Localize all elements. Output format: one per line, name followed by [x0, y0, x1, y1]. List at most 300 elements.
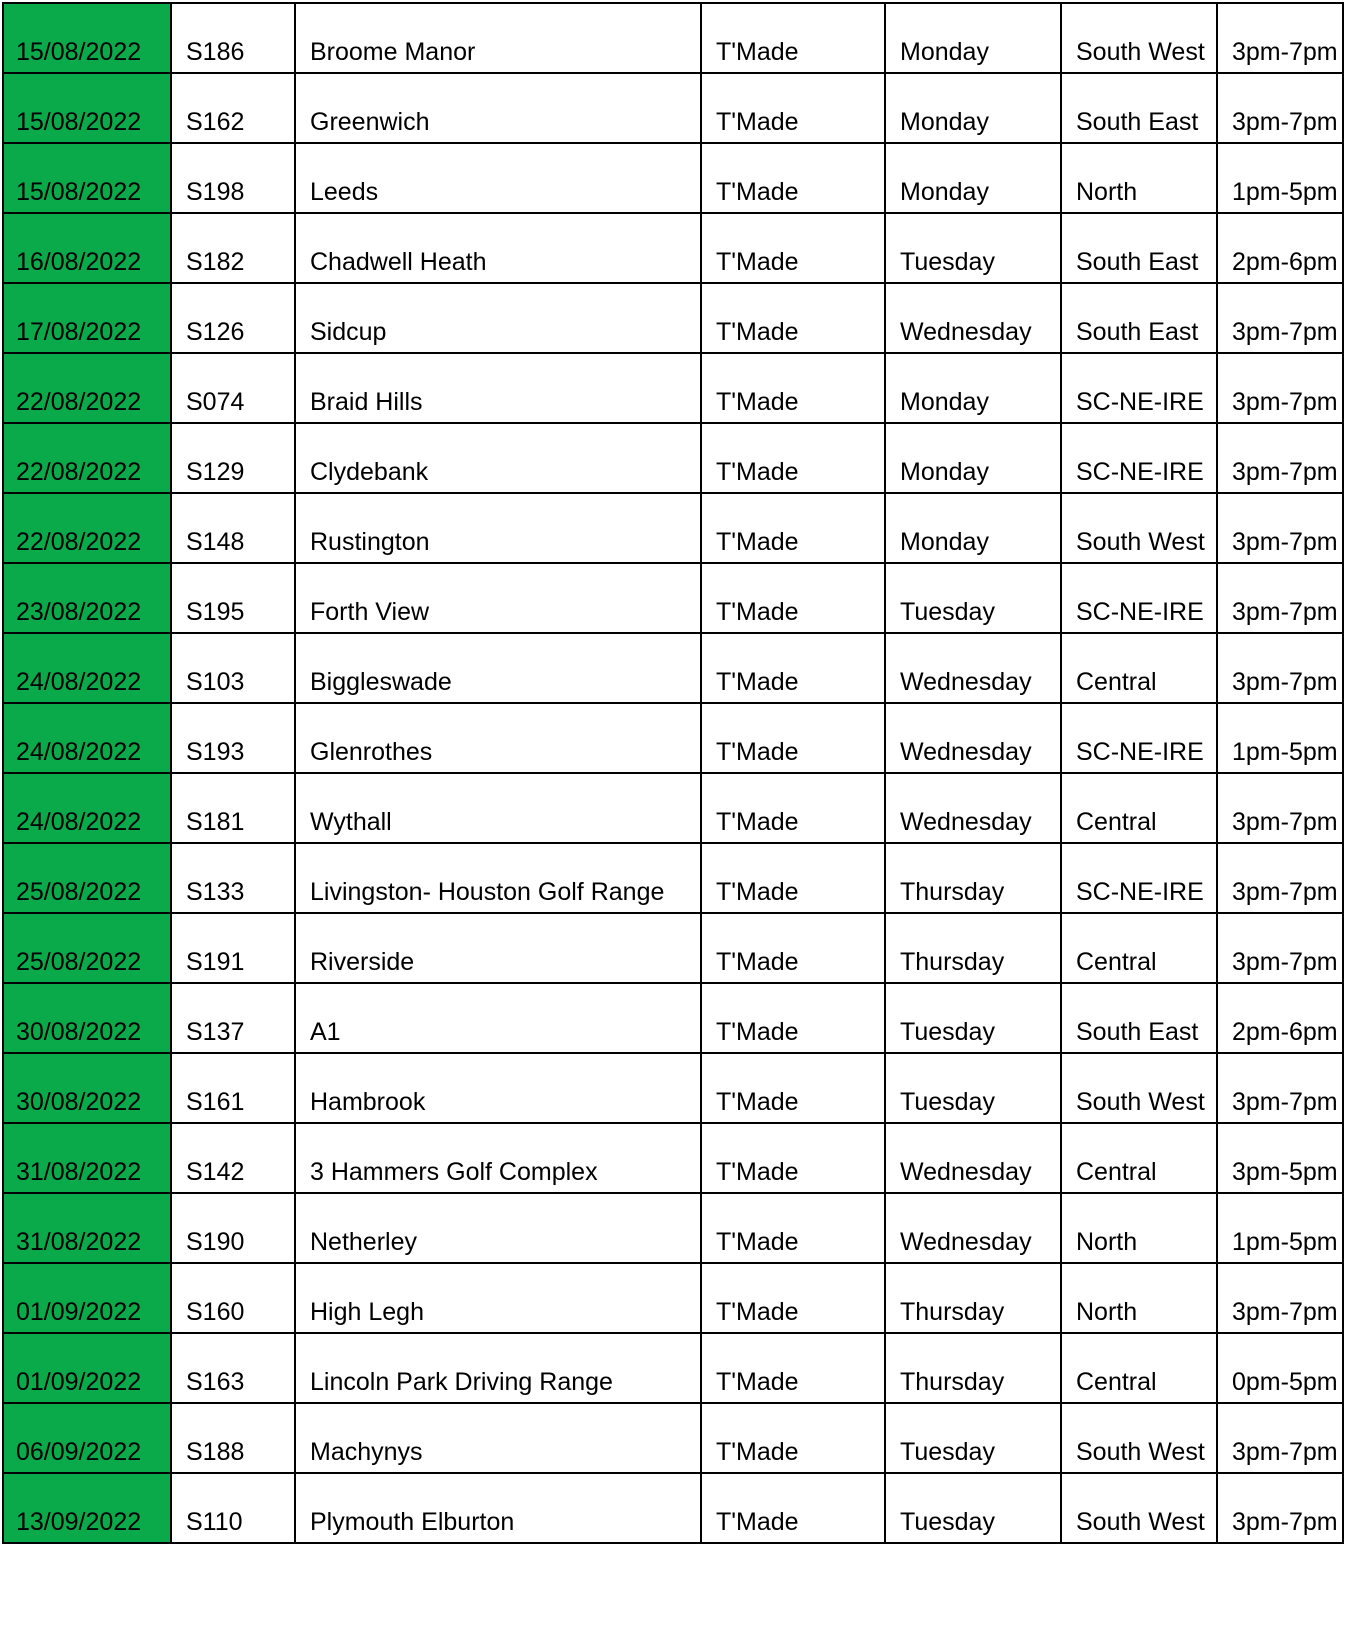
site-code-cell-text: S182 [186, 248, 245, 276]
weekday-cell-text: Thursday [900, 1298, 1005, 1326]
brand-cell[interactable] [701, 1333, 885, 1403]
site-code-cell[interactable] [171, 353, 295, 423]
brand-cell[interactable] [701, 633, 885, 703]
weekday-cell[interactable] [885, 213, 1061, 283]
site-code-cell-text: S191 [186, 948, 245, 976]
brand-cell[interactable] [701, 1123, 885, 1193]
venue-cell[interactable] [295, 1193, 701, 1263]
venue-cell[interactable] [295, 353, 701, 423]
brand-cell-text: T'Made [716, 1368, 799, 1396]
brand-cell-text: T'Made [716, 668, 799, 696]
weekday-cell[interactable] [885, 843, 1061, 913]
weekday-cell-text: Wednesday [900, 1228, 1032, 1256]
table-row [3, 423, 1343, 493]
weekday-cell[interactable] [885, 1053, 1061, 1123]
site-code-cell[interactable] [171, 1333, 295, 1403]
venue-cell-text: Clydebank [310, 458, 429, 486]
date-cell[interactable] [3, 703, 171, 773]
region-cell-text: North [1076, 178, 1138, 206]
region-cell-text: Central [1076, 668, 1157, 696]
region-cell[interactable] [1061, 1053, 1217, 1123]
schedule-body [3, 3, 1343, 1543]
weekday-cell[interactable] [885, 423, 1061, 493]
weekday-cell[interactable] [885, 353, 1061, 423]
brand-cell-text: T'Made [716, 248, 799, 276]
weekday-cell-text: Tuesday [900, 598, 995, 626]
weekday-cell-text: Wednesday [900, 738, 1032, 766]
time-slot-cell[interactable] [1217, 563, 1343, 633]
site-code-cell[interactable] [171, 563, 295, 633]
site-code-cell-text: S161 [186, 1088, 245, 1116]
date-cell-text: 24/08/2022 [16, 808, 142, 836]
table-row [3, 633, 1343, 703]
brand-cell-text: T'Made [716, 528, 799, 556]
brand-cell[interactable] [701, 213, 885, 283]
date-cell[interactable] [3, 213, 171, 283]
date-cell-text: 24/08/2022 [16, 738, 142, 766]
brand-cell[interactable] [701, 423, 885, 493]
date-cell-text: 30/08/2022 [16, 1018, 142, 1046]
site-code-cell[interactable] [171, 1123, 295, 1193]
brand-cell[interactable] [701, 1403, 885, 1473]
brand-cell[interactable] [701, 983, 885, 1053]
date-cell[interactable] [3, 353, 171, 423]
date-cell[interactable] [3, 983, 171, 1053]
brand-cell-text: T'Made [716, 878, 799, 906]
venue-cell[interactable] [295, 283, 701, 353]
date-cell-text: 13/09/2022 [16, 1508, 142, 1536]
table-row [3, 1403, 1343, 1473]
venue-cell[interactable] [295, 633, 701, 703]
region-cell-text: South West [1076, 1508, 1205, 1536]
venue-cell-text: Biggleswade [310, 668, 452, 696]
table-row [3, 843, 1343, 913]
date-cell[interactable] [3, 913, 171, 983]
brand-cell-text: T'Made [716, 388, 799, 416]
weekday-cell-text: Monday [900, 458, 989, 486]
site-code-cell[interactable] [171, 213, 295, 283]
time-slot-cell-text: 3pm-7pm [1232, 598, 1338, 626]
date-cell[interactable] [3, 143, 171, 213]
venue-cell[interactable] [295, 3, 701, 73]
weekday-cell[interactable] [885, 1473, 1061, 1543]
time-slot-cell[interactable] [1217, 1333, 1343, 1403]
table-row [3, 1193, 1343, 1263]
date-cell[interactable] [3, 1333, 171, 1403]
site-code-cell[interactable] [171, 3, 295, 73]
time-slot-cell[interactable] [1217, 73, 1343, 143]
region-cell[interactable] [1061, 983, 1217, 1053]
time-slot-cell[interactable] [1217, 913, 1343, 983]
site-code-cell[interactable] [171, 283, 295, 353]
time-slot-cell[interactable] [1217, 1473, 1343, 1543]
region-cell-text: SC-NE-IRE [1076, 388, 1204, 416]
table-row [3, 73, 1343, 143]
date-cell-text: 06/09/2022 [16, 1438, 142, 1466]
region-cell-text: South West [1076, 528, 1205, 556]
time-slot-cell[interactable] [1217, 1263, 1343, 1333]
brand-cell[interactable] [701, 1193, 885, 1263]
brand-cell-text: T'Made [716, 1438, 799, 1466]
region-cell[interactable] [1061, 773, 1217, 843]
time-slot-cell-text: 1pm-5pm [1232, 178, 1338, 206]
date-cell[interactable] [3, 1263, 171, 1333]
site-code-cell-text: S186 [186, 38, 245, 66]
date-cell-text: 24/08/2022 [16, 668, 142, 696]
venue-cell[interactable] [295, 1403, 701, 1473]
time-slot-cell[interactable] [1217, 983, 1343, 1053]
venue-cell[interactable] [295, 913, 701, 983]
site-code-cell-text: S162 [186, 108, 245, 136]
brand-cell[interactable] [701, 703, 885, 773]
brand-cell[interactable] [701, 913, 885, 983]
date-cell[interactable] [3, 283, 171, 353]
brand-cell[interactable] [701, 3, 885, 73]
site-code-cell-text: S195 [186, 598, 245, 626]
time-slot-cell-text: 1pm-5pm [1232, 1228, 1338, 1256]
region-cell[interactable] [1061, 1263, 1217, 1333]
region-cell[interactable] [1061, 143, 1217, 213]
time-slot-cell-text: 3pm-7pm [1232, 1508, 1338, 1536]
region-cell-text: SC-NE-IRE [1076, 878, 1204, 906]
region-cell[interactable] [1061, 1123, 1217, 1193]
weekday-cell[interactable] [885, 1123, 1061, 1193]
site-code-cell[interactable] [171, 983, 295, 1053]
time-slot-cell[interactable] [1217, 703, 1343, 773]
weekday-cell[interactable] [885, 773, 1061, 843]
region-cell[interactable] [1061, 73, 1217, 143]
weekday-cell[interactable] [885, 913, 1061, 983]
time-slot-cell[interactable] [1217, 1403, 1343, 1473]
time-slot-cell-text: 3pm-7pm [1232, 1298, 1338, 1326]
region-cell-text: SC-NE-IRE [1076, 458, 1204, 486]
brand-cell[interactable] [701, 353, 885, 423]
time-slot-cell[interactable] [1217, 283, 1343, 353]
brand-cell-text: T'Made [716, 1158, 799, 1186]
date-cell-text: 01/09/2022 [16, 1298, 142, 1326]
brand-cell[interactable] [701, 773, 885, 843]
site-code-cell[interactable] [171, 1473, 295, 1543]
region-cell[interactable] [1061, 1333, 1217, 1403]
time-slot-cell[interactable] [1217, 423, 1343, 493]
region-cell-text: SC-NE-IRE [1076, 598, 1204, 626]
date-cell-text: 30/08/2022 [16, 1088, 142, 1116]
date-cell[interactable] [3, 423, 171, 493]
weekday-cell-text: Thursday [900, 948, 1005, 976]
brand-cell-text: T'Made [716, 738, 799, 766]
time-slot-cell[interactable] [1217, 3, 1343, 73]
table-row [3, 913, 1343, 983]
weekday-cell[interactable] [885, 703, 1061, 773]
weekday-cell[interactable] [885, 563, 1061, 633]
site-code-cell-text: S181 [186, 808, 245, 836]
region-cell[interactable] [1061, 843, 1217, 913]
brand-cell-text: T'Made [716, 178, 799, 206]
region-cell[interactable] [1061, 1473, 1217, 1543]
weekday-cell-text: Monday [900, 38, 989, 66]
venue-cell-text: A1 [310, 1018, 341, 1046]
weekday-cell[interactable] [885, 983, 1061, 1053]
site-code-cell[interactable] [171, 1263, 295, 1333]
date-cell[interactable] [3, 1473, 171, 1543]
brand-cell-text: T'Made [716, 108, 799, 136]
time-slot-cell-text: 3pm-7pm [1232, 458, 1338, 486]
site-code-cell-text: S110 [186, 1508, 243, 1536]
region-cell[interactable] [1061, 283, 1217, 353]
time-slot-cell-text: 3pm-7pm [1232, 668, 1338, 696]
venue-cell[interactable] [295, 563, 701, 633]
time-slot-cell-text: 3pm-7pm [1232, 1088, 1338, 1116]
venue-cell-text: Sidcup [310, 318, 387, 346]
date-cell[interactable] [3, 1123, 171, 1193]
date-cell-text: 17/08/2022 [16, 318, 142, 346]
brand-cell-text: T'Made [716, 808, 799, 836]
brand-cell[interactable] [701, 1053, 885, 1123]
weekday-cell[interactable] [885, 143, 1061, 213]
date-cell-text: 23/08/2022 [16, 598, 142, 626]
venue-cell[interactable] [295, 1123, 701, 1193]
region-cell[interactable] [1061, 703, 1217, 773]
site-code-cell[interactable] [171, 1403, 295, 1473]
weekday-cell-text: Wednesday [900, 1158, 1032, 1186]
venue-cell[interactable] [295, 213, 701, 283]
date-cell[interactable] [3, 563, 171, 633]
brand-cell-text: T'Made [716, 948, 799, 976]
venue-cell-text: Livingston- Houston Golf Range [310, 878, 665, 906]
region-cell[interactable] [1061, 1403, 1217, 1473]
site-code-cell-text: S163 [186, 1368, 245, 1396]
date-cell-text: 16/08/2022 [16, 248, 142, 276]
brand-cell-text: T'Made [716, 318, 799, 346]
site-code-cell[interactable] [171, 423, 295, 493]
site-code-cell[interactable] [171, 1193, 295, 1263]
table-row [3, 3, 1343, 73]
region-cell[interactable] [1061, 423, 1217, 493]
site-code-cell-text: S188 [186, 1438, 245, 1466]
table-row [3, 1053, 1343, 1123]
region-cell[interactable] [1061, 3, 1217, 73]
venue-cell-text: Netherley [310, 1228, 417, 1256]
venue-cell[interactable] [295, 773, 701, 843]
venue-cell[interactable] [295, 1053, 701, 1123]
site-code-cell[interactable] [171, 633, 295, 703]
weekday-cell[interactable] [885, 283, 1061, 353]
brand-cell-text: T'Made [716, 1298, 799, 1326]
time-slot-cell-text: 2pm-6pm [1232, 248, 1338, 276]
date-cell[interactable] [3, 773, 171, 843]
time-slot-cell[interactable] [1217, 773, 1343, 843]
site-code-cell[interactable] [171, 73, 295, 143]
region-cell[interactable] [1061, 353, 1217, 423]
site-code-cell[interactable] [171, 913, 295, 983]
time-slot-cell-text: 3pm-7pm [1232, 38, 1338, 66]
weekday-cell-text: Thursday [900, 878, 1005, 906]
date-cell[interactable] [3, 73, 171, 143]
date-cell[interactable] [3, 493, 171, 563]
venue-cell[interactable] [295, 843, 701, 913]
date-cell[interactable] [3, 1053, 171, 1123]
weekday-cell[interactable] [885, 73, 1061, 143]
weekday-cell-text: Tuesday [900, 1088, 995, 1116]
time-slot-cell-text: 3pm-7pm [1232, 318, 1338, 346]
date-cell-text: 22/08/2022 [16, 528, 142, 556]
site-code-cell-text: S198 [186, 178, 245, 206]
weekday-cell-text: Monday [900, 108, 989, 136]
weekday-cell[interactable] [885, 3, 1061, 73]
brand-cell[interactable] [701, 283, 885, 353]
date-cell-text: 22/08/2022 [16, 458, 142, 486]
table-row [3, 283, 1343, 353]
region-cell-text: Central [1076, 1158, 1157, 1186]
region-cell[interactable] [1061, 913, 1217, 983]
time-slot-cell-text: 3pm-7pm [1232, 1438, 1338, 1466]
table-row [3, 983, 1343, 1053]
date-cell[interactable] [3, 1193, 171, 1263]
site-code-cell[interactable] [171, 493, 295, 563]
weekday-cell[interactable] [885, 1333, 1061, 1403]
time-slot-cell-text: 3pm-7pm [1232, 808, 1338, 836]
venue-cell-text: Chadwell Heath [310, 248, 487, 276]
site-code-cell-text: S103 [186, 668, 245, 696]
weekday-cell-text: Wednesday [900, 808, 1032, 836]
date-cell[interactable] [3, 633, 171, 703]
weekday-cell[interactable] [885, 1403, 1061, 1473]
brand-cell-text: T'Made [716, 598, 799, 626]
site-code-cell[interactable] [171, 1053, 295, 1123]
schedule-table [2, 2, 1344, 1544]
site-code-cell-text: S193 [186, 738, 245, 766]
site-code-cell-text: S160 [186, 1298, 245, 1326]
time-slot-cell[interactable] [1217, 633, 1343, 703]
venue-cell-text: Riverside [310, 948, 415, 976]
weekday-cell[interactable] [885, 1263, 1061, 1333]
venue-cell-text: Forth View [310, 598, 430, 626]
time-slot-cell[interactable] [1217, 1193, 1343, 1263]
venue-cell[interactable] [295, 143, 701, 213]
table-row [3, 563, 1343, 633]
table-row [3, 1333, 1343, 1403]
table-row [3, 1473, 1343, 1543]
region-cell[interactable] [1061, 563, 1217, 633]
site-code-cell[interactable] [171, 773, 295, 843]
table-row [3, 1263, 1343, 1333]
table-row [3, 353, 1343, 423]
weekday-cell[interactable] [885, 633, 1061, 703]
time-slot-cell[interactable] [1217, 143, 1343, 213]
site-code-cell[interactable] [171, 843, 295, 913]
brand-cell[interactable] [701, 1473, 885, 1543]
time-slot-cell[interactable] [1217, 213, 1343, 283]
brand-cell[interactable] [701, 73, 885, 143]
region-cell-text: South West [1076, 38, 1205, 66]
time-slot-cell[interactable] [1217, 493, 1343, 563]
weekday-cell-text: Monday [900, 388, 989, 416]
time-slot-cell-text: 3pm-5pm [1232, 1158, 1338, 1186]
time-slot-cell[interactable] [1217, 1053, 1343, 1123]
venue-cell[interactable] [295, 1333, 701, 1403]
region-cell-text: Central [1076, 1368, 1157, 1396]
region-cell-text: South East [1076, 1018, 1199, 1046]
time-slot-cell[interactable] [1217, 843, 1343, 913]
brand-cell[interactable] [701, 563, 885, 633]
region-cell[interactable] [1061, 213, 1217, 283]
time-slot-cell-text: 3pm-7pm [1232, 948, 1338, 976]
site-code-cell-text: S126 [186, 318, 245, 346]
venue-cell[interactable] [295, 73, 701, 143]
venue-cell-text: 3 Hammers Golf Complex [310, 1158, 598, 1186]
weekday-cell[interactable] [885, 493, 1061, 563]
region-cell-text: South East [1076, 108, 1199, 136]
weekday-cell-text: Tuesday [900, 1508, 995, 1536]
venue-cell[interactable] [295, 703, 701, 773]
venue-cell-text: High Legh [310, 1298, 424, 1326]
site-code-cell-text: S142 [186, 1158, 245, 1186]
region-cell-text: Central [1076, 948, 1157, 976]
date-cell[interactable] [3, 1403, 171, 1473]
date-cell-text: 25/08/2022 [16, 878, 142, 906]
table-row [3, 493, 1343, 563]
region-cell[interactable] [1061, 493, 1217, 563]
venue-cell[interactable] [295, 493, 701, 563]
region-cell-text: South East [1076, 318, 1199, 346]
venue-cell[interactable] [295, 983, 701, 1053]
date-cell[interactable] [3, 3, 171, 73]
brand-cell[interactable] [701, 843, 885, 913]
site-code-cell[interactable] [171, 703, 295, 773]
table-row [3, 703, 1343, 773]
time-slot-cell-text: 3pm-7pm [1232, 108, 1338, 136]
venue-cell[interactable] [295, 1473, 701, 1543]
site-code-cell-text: S129 [186, 458, 245, 486]
site-code-cell-text: S190 [186, 1228, 245, 1256]
venue-cell[interactable] [295, 423, 701, 493]
venue-cell-text: Greenwich [310, 108, 430, 136]
brand-cell-text: T'Made [716, 1088, 799, 1116]
brand-cell[interactable] [701, 1263, 885, 1333]
date-cell-text: 31/08/2022 [16, 1158, 142, 1186]
region-cell[interactable] [1061, 633, 1217, 703]
time-slot-cell[interactable] [1217, 353, 1343, 423]
venue-cell-text: Machynys [310, 1438, 423, 1466]
region-cell[interactable] [1061, 1193, 1217, 1263]
brand-cell[interactable] [701, 493, 885, 563]
time-slot-cell[interactable] [1217, 1123, 1343, 1193]
brand-cell[interactable] [701, 143, 885, 213]
weekday-cell-text: Tuesday [900, 1018, 995, 1046]
brand-cell-text: T'Made [716, 38, 799, 66]
site-code-cell[interactable] [171, 143, 295, 213]
region-cell-text: South East [1076, 248, 1199, 276]
venue-cell-text: Braid Hills [310, 388, 423, 416]
weekday-cell-text: Tuesday [900, 248, 995, 276]
brand-cell-text: T'Made [716, 1018, 799, 1046]
venue-cell-text: Hambrook [310, 1088, 426, 1116]
weekday-cell-text: Thursday [900, 1368, 1005, 1396]
site-code-cell-text: S148 [186, 528, 245, 556]
region-cell-text: South West [1076, 1088, 1205, 1116]
date-cell-text: 15/08/2022 [16, 178, 142, 206]
region-cell-text: South West [1076, 1438, 1205, 1466]
time-slot-cell-text: 2pm-6pm [1232, 1018, 1338, 1046]
venue-cell-text: Leeds [310, 178, 379, 206]
weekday-cell-text: Monday [900, 178, 989, 206]
time-slot-cell-text: 3pm-7pm [1232, 388, 1338, 416]
table-row [3, 773, 1343, 843]
weekday-cell-text: Tuesday [900, 1438, 995, 1466]
weekday-cell[interactable] [885, 1193, 1061, 1263]
venue-cell[interactable] [295, 1263, 701, 1333]
date-cell[interactable] [3, 843, 171, 913]
